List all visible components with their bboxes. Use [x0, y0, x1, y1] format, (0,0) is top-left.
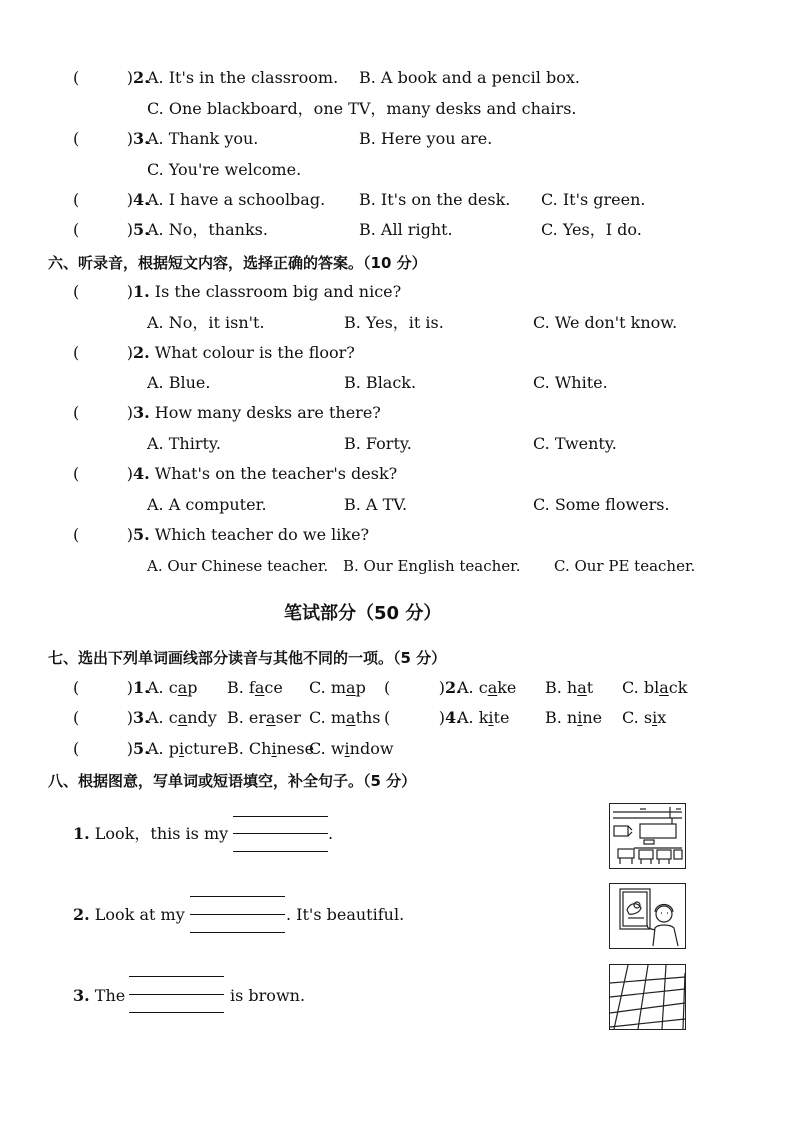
question-text: Which teacher do we like? — [154, 525, 370, 544]
question-number: 2. — [73, 905, 90, 924]
word-option: A. picture — [147, 739, 227, 758]
section-title: 七、选出下列单词画线部分读音与其他不同的一项。（5 分） — [48, 649, 447, 667]
question-number: 4. — [133, 190, 150, 209]
word-option: C. six — [622, 708, 667, 727]
question-number: 3. — [73, 986, 90, 1005]
option-b: B. Our English teacher. — [343, 557, 521, 575]
answer-paren[interactable] — [73, 129, 133, 149]
answer-line — [190, 896, 285, 897]
word-option: C. window — [309, 739, 394, 758]
sentence-before: The — [94, 986, 126, 1005]
question-row — [73, 464, 397, 484]
word-option: B. hat — [545, 678, 594, 697]
answer-line[interactable] — [129, 994, 224, 995]
answer-line — [233, 816, 328, 817]
option-a: A. No，thanks. — [147, 220, 268, 239]
question-number: 2. — [133, 343, 150, 362]
question-number: 4. — [133, 464, 150, 483]
word-option: A. kite — [457, 708, 510, 727]
fill-sentence — [73, 905, 185, 925]
option-c: C. Some flowers. — [533, 495, 670, 514]
question-number: 3. — [133, 403, 150, 422]
option-a: A. Thank you. — [147, 129, 259, 148]
question-row — [73, 129, 150, 149]
answer-paren[interactable] — [73, 525, 133, 545]
answer-line — [190, 932, 285, 933]
option-b: B. Here you are. — [359, 129, 493, 148]
question-row — [73, 403, 381, 423]
option-b: B. Yes，it is. — [344, 313, 444, 332]
question-text: What colour is the floor? — [154, 343, 355, 362]
section-title: 八、根据图意，写单词或短语填空，补全句子。（5 分） — [48, 772, 417, 790]
sentence-after: is brown. — [230, 986, 306, 1005]
option-c: C. Twenty. — [533, 434, 617, 453]
answer-paren[interactable] — [73, 464, 133, 484]
option-c: C. One blackboard，one TV，many desks and chairs. — [147, 99, 577, 118]
question-number: 1. — [133, 678, 150, 697]
option-c: C. We don't know. — [533, 313, 678, 332]
option-b: B. Forty. — [344, 434, 412, 453]
option-a: A. Our Chinese teacher. — [147, 557, 329, 575]
part-title: 笔试部分（50 分） — [284, 603, 442, 624]
sentence-before: Look，this is my — [94, 824, 229, 843]
option-c: C. You're welcome. — [147, 160, 302, 179]
fill-sentence — [73, 986, 125, 1006]
answer-line[interactable] — [233, 833, 328, 834]
floor-picture — [609, 964, 686, 1030]
fill-sentence — [73, 824, 228, 844]
option-a: A. A computer. — [147, 495, 267, 514]
picture-of-bird-picture — [609, 883, 686, 949]
option-c: C. White. — [533, 373, 608, 392]
question-row — [73, 525, 369, 545]
sentence-after: . It's beautiful. — [286, 905, 405, 924]
word-option: A. cake — [457, 678, 517, 697]
word-option: A. cap — [147, 678, 198, 697]
answer-paren[interactable] — [73, 220, 133, 240]
question-number: 5. — [133, 220, 150, 239]
question-row — [73, 678, 150, 698]
answer-line — [129, 976, 224, 977]
answer-paren[interactable] — [73, 403, 133, 423]
option-b: B. A TV. — [344, 495, 408, 514]
word-option: B. face — [227, 678, 283, 697]
option-a: A. No，it isn't. — [147, 313, 265, 332]
answer-line — [233, 851, 328, 852]
question-row — [73, 708, 150, 728]
word-option: B. nine — [545, 708, 603, 727]
answer-paren[interactable] — [73, 708, 133, 728]
word-option: B. eraser — [227, 708, 301, 727]
question-number: 4. — [445, 708, 462, 727]
question-text: Is the classroom big and nice? — [154, 282, 402, 301]
question-row — [384, 678, 462, 698]
option-c: C. Yes，I do. — [541, 220, 642, 239]
answer-paren[interactable] — [73, 678, 133, 698]
answer-paren[interactable] — [73, 739, 133, 759]
word-option: C. maths — [309, 708, 381, 727]
word-option: B. Chinese — [227, 739, 315, 758]
question-row — [73, 739, 150, 759]
sentence-before: Look at my — [94, 905, 185, 924]
answer-paren[interactable] — [384, 678, 445, 698]
answer-paren[interactable] — [73, 282, 133, 302]
answer-paren[interactable] — [73, 68, 133, 88]
option-b: B. All right. — [359, 220, 453, 239]
answer-paren[interactable] — [73, 343, 133, 363]
question-text: What's on the teacher's desk? — [154, 464, 398, 483]
answer-line[interactable] — [190, 914, 285, 915]
sentence-after: . — [328, 824, 334, 843]
question-number: 3. — [133, 708, 150, 727]
question-number: 1. — [133, 282, 150, 301]
question-row — [73, 343, 355, 363]
word-option: A. candy — [147, 708, 217, 727]
word-option: C. map — [309, 678, 366, 697]
option-a: A. Blue. — [147, 373, 211, 392]
question-text: How many desks are there? — [154, 403, 381, 422]
question-row — [73, 220, 150, 240]
answer-paren[interactable] — [73, 190, 133, 210]
word-option: C. black — [622, 678, 688, 697]
option-a: A. Thirty. — [147, 434, 221, 453]
option-b: B. Black. — [344, 373, 417, 392]
question-row — [73, 68, 150, 88]
question-row — [73, 190, 150, 210]
section-title: 六、听录音，根据短文内容，选择正确的答案。（10 分） — [48, 254, 427, 272]
question-number: 2. — [445, 678, 462, 697]
question-number: 1. — [73, 824, 90, 843]
option-a: A. I have a schoolbag. — [147, 190, 326, 209]
question-number: 5. — [133, 739, 150, 758]
question-row — [73, 282, 401, 302]
option-c: C. Our PE teacher. — [554, 557, 696, 575]
answer-line — [129, 1012, 224, 1013]
option-b: B. A book and a pencil box. — [359, 68, 580, 87]
question-number: 5. — [133, 525, 150, 544]
question-number: 3. — [133, 129, 150, 148]
option-b: B. It's on the desk. — [359, 190, 511, 209]
classroom-picture — [609, 803, 686, 869]
answer-paren[interactable] — [384, 708, 445, 728]
question-row — [384, 708, 462, 728]
option-c: C. It's green. — [541, 190, 646, 209]
question-number: 2. — [133, 68, 150, 87]
option-a: A. It's in the classroom. — [147, 68, 339, 87]
